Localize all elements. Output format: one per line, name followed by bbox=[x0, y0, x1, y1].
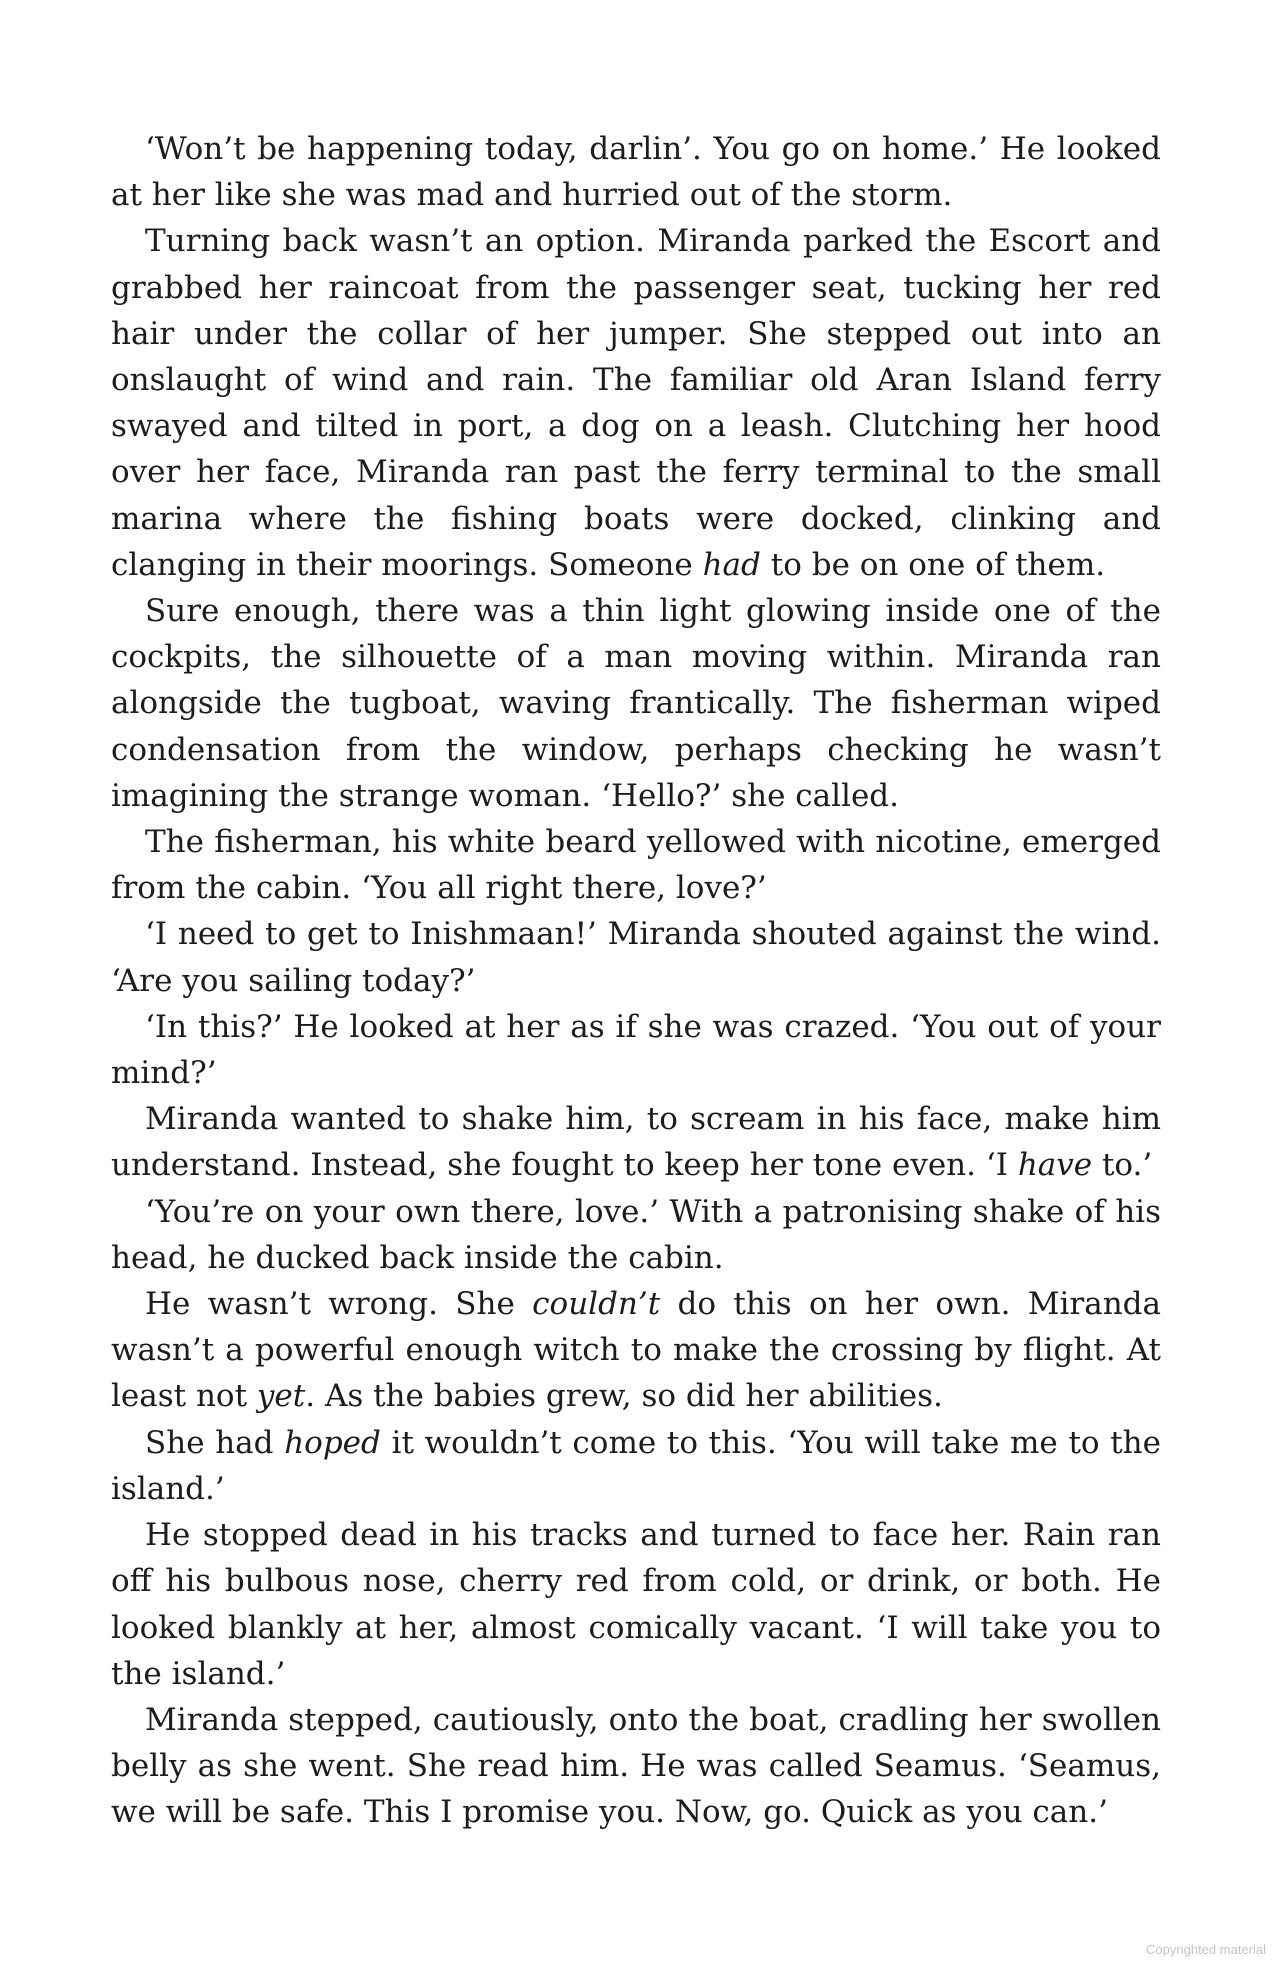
paragraph-text: Miranda wanted to shake him, to scream in his face, make him understand. Instead, she fought to keep her tone even. ‘I bbox=[111, 1101, 1161, 1184]
paragraph-text: She had bbox=[145, 1424, 285, 1461]
emphasis-text: couldn’t bbox=[532, 1286, 661, 1323]
paragraph bbox=[111, 218, 1161, 588]
page-body bbox=[111, 126, 1161, 1836]
paragraph-text: . As the babies grew, so did her abilities. bbox=[305, 1378, 943, 1415]
paragraph bbox=[111, 588, 1161, 819]
paragraph-text: Turning back wasn’t an option. Miranda parked the Escort and grabbed her raincoat from the passenger seat, tucking her red hair under the collar of her jumper. She stepped out into an onslaught of wind and rain. The familiar old Aran Island ferry swayed and tilted in port, a dog on a leash. Clutching her hood over her face, Miranda ran past the ferry terminal to the small marina where the fishing boats were docked, clinking and clanging in their moorings. Someone bbox=[111, 223, 1161, 583]
paragraph-text: Sure enough, there was a thin light glowing inside one of the cockpits, the silhouette of a man moving within. Miranda ran alongside the tugboat, waving frantically. The fisherman wiped condensation from the window, perhaps checking he wasn’t imagining the strange woman. ‘Hello?’ she called. bbox=[111, 593, 1161, 814]
paragraph-text: ‘I need to get to Inishmaan!’ Miranda shouted against the wind. ‘Are you sailing today?’ bbox=[111, 916, 1161, 999]
paragraph bbox=[111, 1512, 1161, 1697]
paragraph bbox=[111, 1096, 1161, 1188]
paragraph-text: He wasn’t wrong. She bbox=[145, 1286, 533, 1323]
emphasis-text: had bbox=[702, 546, 761, 583]
paragraph bbox=[111, 1420, 1161, 1512]
paragraph-text: The fisherman, his white beard yellowed with nicotine, emerged from the cabin. ‘You all right there, love?’ bbox=[111, 824, 1161, 907]
paragraph-text: do this on her own. Miranda wasn’t a powerful enough witch to make the crossing by flight. At least not bbox=[111, 1286, 1162, 1415]
emphasis-text: yet bbox=[256, 1378, 306, 1415]
paragraph-text: to be on one of them. bbox=[760, 546, 1106, 583]
paragraph bbox=[111, 911, 1161, 1003]
paragraph bbox=[111, 126, 1161, 218]
paragraph-text: ‘You’re on your own there, love.’ With a patronising shake of his head, he ducked back inside the cabin. bbox=[111, 1193, 1161, 1276]
paragraph bbox=[111, 1004, 1161, 1096]
emphasis-text: have bbox=[1017, 1147, 1093, 1184]
emphasis-text: hoped bbox=[284, 1424, 381, 1461]
copyright-watermark: Copyrighted material bbox=[1146, 1942, 1266, 1957]
paragraph bbox=[111, 1697, 1161, 1836]
paragraph-text: to.’ bbox=[1092, 1147, 1153, 1184]
paragraph-text: He stopped dead in his tracks and turned to face her. Rain ran off his bulbous nose, cherry red from cold, or drink, or both. He looked blankly at her, almost comically vacant. ‘I will take you to the island.’ bbox=[111, 1517, 1161, 1692]
paragraph-text: ‘Won’t be happening today, darlin’. You go on home.’ He looked at her like she was mad and hurried out of the storm. bbox=[111, 131, 1161, 214]
paragraph-text: Miranda stepped, cautiously, onto the boat, cradling her swollen belly as she went. She read him. He was called Seamus. ‘Seamus, we will be safe. This I promise you. Now, go. Quick as you can.’ bbox=[111, 1701, 1161, 1831]
paragraph bbox=[111, 1189, 1161, 1281]
paragraph bbox=[111, 1281, 1161, 1420]
paragraph bbox=[111, 819, 1161, 911]
paragraph-text: ‘In this?’ He looked at her as if she was crazed. ‘You out of your mind?’ bbox=[111, 1008, 1161, 1092]
paragraph-text: it wouldn’t come to this. ‘You will take me to the island.’ bbox=[111, 1424, 1161, 1507]
